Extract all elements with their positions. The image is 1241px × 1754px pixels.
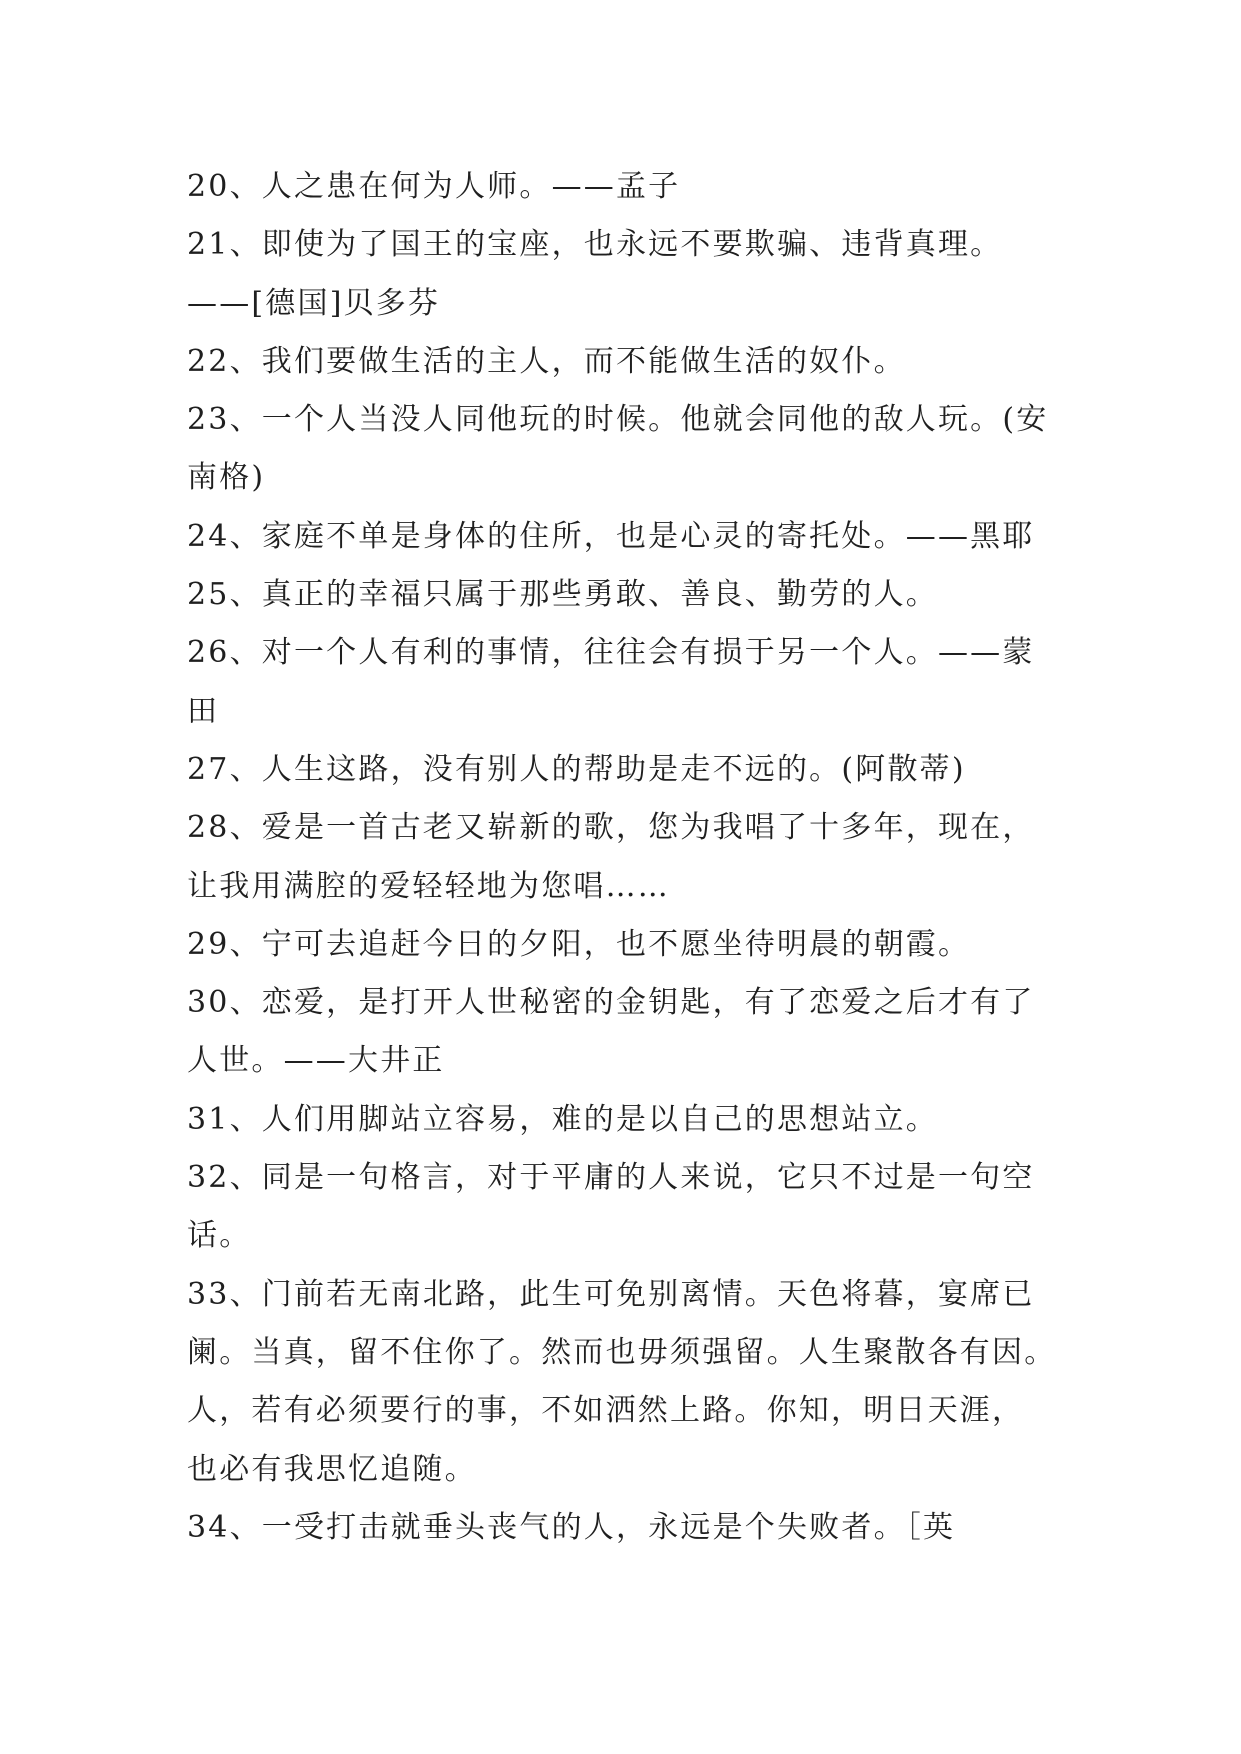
text-line: 话。 <box>187 1218 252 1254</box>
text-line: 田 <box>187 693 220 729</box>
text-line: 22、我们要做生活的主人，而不能做生活的奴仆。 <box>187 343 906 379</box>
document-body <box>187 158 1067 1557</box>
text-line: 南格) <box>187 460 266 496</box>
text-line: 30、恋爱，是打开人世秘密的金钥匙，有了恋爱之后才有了 <box>187 985 1035 1021</box>
text-line: 33、门前若无南北路，此生可免别离情。天色将暮，宴席已 <box>187 1276 1035 1312</box>
text-line: 21、即使为了国王的宝座，也永远不要欺骗、违背真理。 <box>187 227 1003 263</box>
text-line: 29、宁可去追赶今日的夕阳，也不愿坐待明晨的朝霞。 <box>187 926 971 962</box>
text-line: 28、爱是一首古老又崭新的歌，您为我唱了十多年，现在， <box>187 810 1035 846</box>
text-line: 32、同是一句格言，对于平庸的人来说，它只不过是一句空 <box>187 1160 1035 1196</box>
text-line: 阑。当真，留不住你了。然而也毋须强留。人生聚散各有因。 <box>187 1334 1057 1370</box>
text-line: ——[德国]贝多芬 <box>187 285 441 321</box>
text-line: 31、人们用脚站立容易，难的是以自己的思想站立。 <box>187 1101 938 1137</box>
text-line: 人，若有必须要行的事，不如洒然上路。你知，明日天涯， <box>187 1393 1025 1429</box>
text-line: 24、家庭不单是身体的住所，也是心灵的寄托处。——黑耶 <box>187 518 1035 554</box>
text-line: 20、人之患在何为人师。——孟子 <box>187 169 681 204</box>
text-line: 23、一个人当没人同他玩的时候。他就会同他的敌人玩。(安 <box>187 402 1049 438</box>
text-line: 26、对一个人有利的事情，往往会有损于另一个人。——蒙 <box>187 635 1035 671</box>
text-line: 也必有我思忆追随。 <box>187 1451 477 1487</box>
text-line: 34、一受打击就垂头丧气的人，永远是个失败者。［英 <box>187 1509 956 1545</box>
text-line: 27、人生这路，没有别人的帮助是走不远的。(阿散蒂) <box>187 751 966 787</box>
text-line: 人世。——大井正 <box>187 1043 445 1079</box>
text-line: 25、真正的幸福只属于那些勇敢、善良、勤劳的人。 <box>187 577 938 613</box>
text-line: 让我用满腔的爱轻轻地为您唱…… <box>187 868 670 904</box>
